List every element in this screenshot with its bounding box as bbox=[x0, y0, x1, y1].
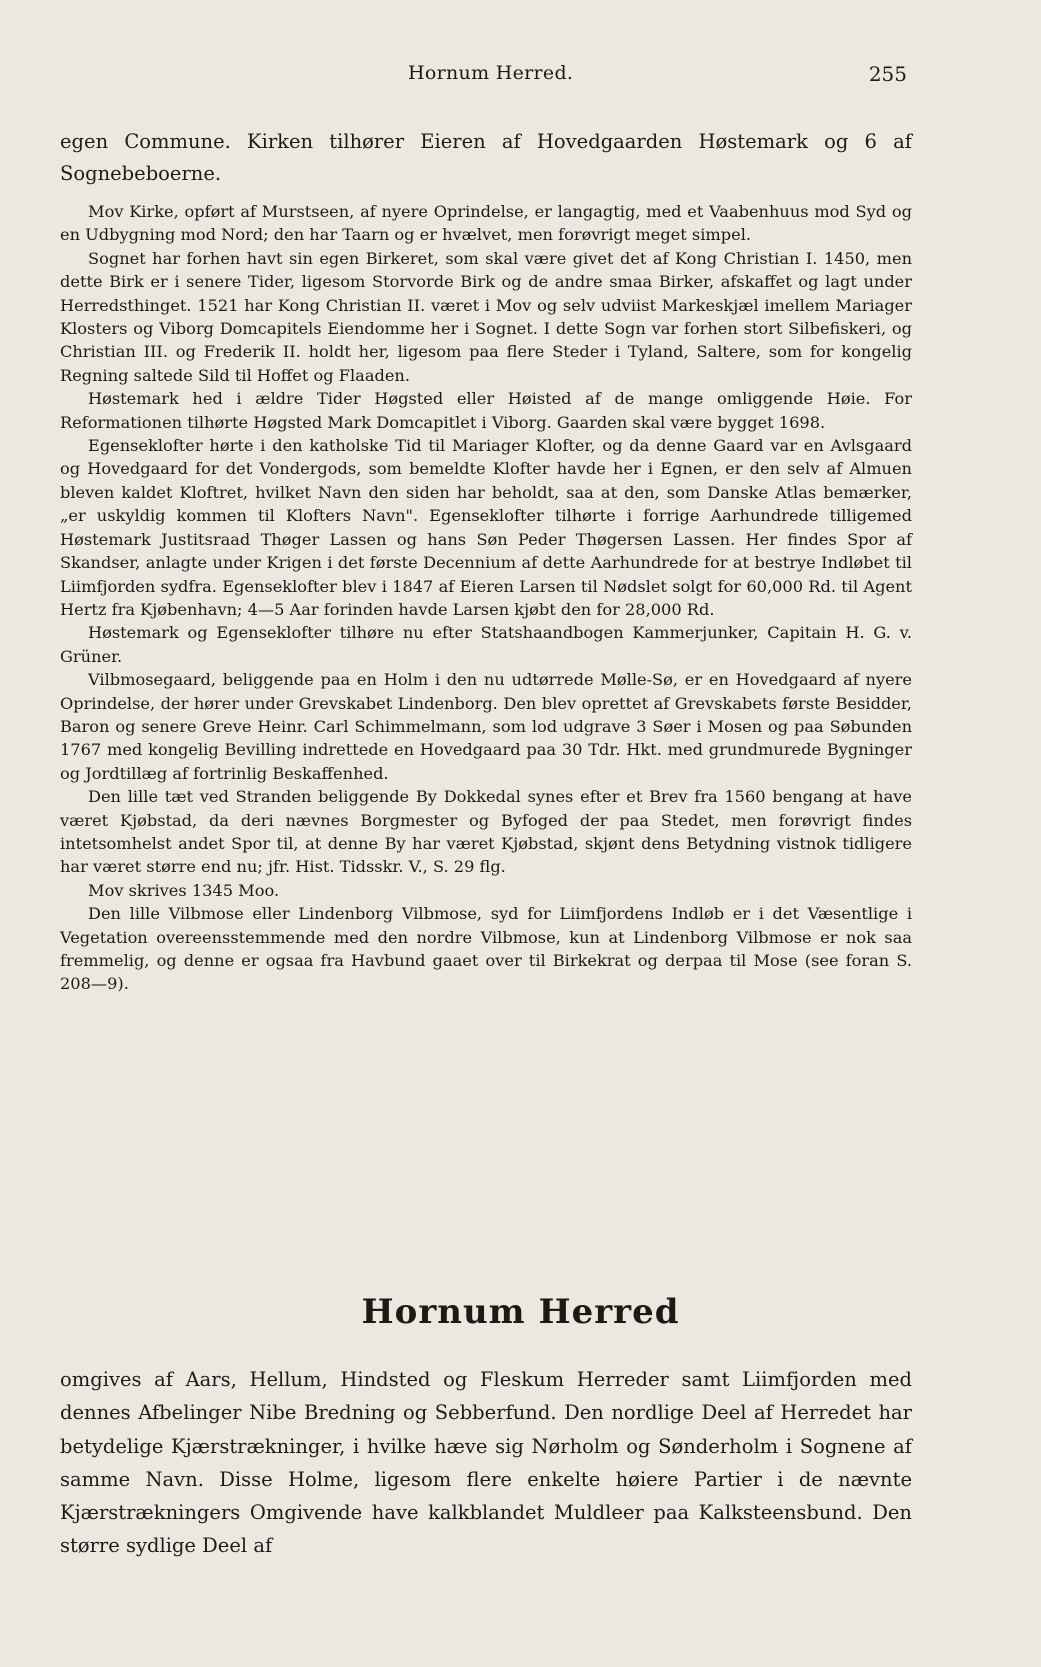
section-body-paragraph: omgives af Aars, Hellum, Hindsted og Fleskum Herreder samt Liimfjorden med dennes Afbelinger Nibe Bredning og Sebberfund. Den nordlige Deel af Herredet har betydelige Kjærstrækninger, i hvilke hæve sig Nørholm og Sønderholm i Sognene af samme Navn. Disse Holme, ligesom flere enkelte høiere Partier i de nævnte Kjærstrækningers Omgivende have kalkblandet Muldleer paa Kalksteensbund. Den større sydlige Deel af bbox=[60, 1368, 912, 1558]
paragraph-hoestemark: Høstemark hed i ældre Tider Høgsted eller Høisted af de mange omliggende Høie. For Reformationen tilhørte Høgsted Mark Domcapitlet i Viborg. Gaarden skal være bygget 1698. bbox=[60, 389, 912, 432]
page-number: 255 bbox=[868, 62, 907, 86]
intro-paragraph: egen Commune. Kirken tilhører Eieren af Hovedgaarden Høstemark og 6 af Sognebeboerne. bbox=[60, 130, 912, 185]
paragraph-dokkedal: Den lille tæt ved Stranden beliggende By Dokkedal synes efter et Brev fra 1560 bengang at have været Kjøbstad, da deri nævnes Borgmester og Byfoged der paa Stedet, men forøvrigt findes intetsomhelst andet Spor til, at denne By har været Kjøbstad, skjønt dens Betydning vistnok tidligere har været større end nu; jfr. Hist. Tidsskr. V., S. 29 flg. bbox=[60, 787, 912, 877]
running-head: Hornum Herred. bbox=[408, 62, 574, 84]
paragraph-owners: Høstemark og Egenseklofter tilhøre nu efter Statshaandbogen Kammerjunker, Capitain H. G. v. Grüner. bbox=[60, 623, 912, 666]
paragraph-mov-1345: Mov skrives 1345 Moo. bbox=[88, 880, 280, 900]
paragraph-egenseklofter: Egenseklofter hørte i den katholske Tid til Mariager Klofter, og da denne Gaard var en Avlsgaard og Hovedgaard for det Vondergods, som bemeldte Klofter havde her i Egnen, er den selv af Almuen bleven kaldet Kloftret, hvilket Navn den siden har beholdt, saa at den, som Danske Atlas bemærker, „er uskyldig kommen til Klofters Navn". Egenseklofter tilhørte i forrige Aarhundrede tilligemed Høstemark Justitsraad Thøger Lassen og hans Søn Peder Thøgersen Lassen. Her findes Spor af Skandser, anlagte under Krigen i det første Decennium af dette Aarhundrede for at bestrye Indløbet til Liimfjorden sydfra. Egenseklofter blev i 1847 af Eieren Larsen til Nødslet solgt for 60,000 Rd. til Agent Hertz fra Kjøbenhavn; 4—5 Aar forinden havde Larsen kjøbt den for 28,000 Rd. bbox=[60, 436, 912, 619]
paragraph-lille-vilbmose: Den lille Vilbmose eller Lindenborg Vilbmose, syd for Liimfjordens Indløb er i det Væsentlige i Vegetation overeensstemmende med den nordre Vilbmose, kun at Lindenborg Vilbmose er nok saa fremmelig, og denne er ogsaa fra Havbund gaaet over til Birkekrat og derpaa til Mose (see foran S. 208—9). bbox=[60, 904, 912, 994]
section-heading: Hornum Herred bbox=[361, 1292, 680, 1332]
paragraph-vilbmosegaard: Vilbmosegaard, beliggende paa en Holm i den nu udtørrede Mølle-Sø, er en Hovedgaard af nyere Oprindelse, der hører under Grevskabet Lindenborg. Den blev oprettet af Grevskabets første Besidder, Baron og senere Greve Heinr. Carl Schimmelmann, som lod udgrave 3 Søer i Mosen og paa Søbunden 1767 med kongelig Bevilling indrettede en Hovedgaard paa 30 Tdr. Hkt. med grundmurede Bygninger og Jordtillæg af fortrinlig Beskaffenhed. bbox=[60, 670, 912, 783]
paragraph-birkeret: Sognet har forhen havt sin egen Birkeret, som skal være givet det af Kong Christian I. 1450, men dette Birk er i senere Tider, ligesom Storvorde Birk og de andre smaa Birker, afskaffet og lagt under Herredsthinget. 1521 har Kong Christian II. været i Mov og selv udviist Markeskjæl imellem Mariager Klosters og Viborg Domcapitels Eiendomme her i Sognet. I dette Sogn var forhen stort Silbefiskeri, og Christian III. og Frederik II. holdt her, ligesom paa flere Steder i Tyland, Saltere, som for kongelig Regning saltede Sild til Hoffet og Flaaden. bbox=[60, 248, 912, 385]
paragraph-mov-kirke: Mov Kirke, opført af Murstseen, af nyere Oprindelse, er langagtig, med et Vaabenhuus mod Syd og en Udbygning mod Nord; den har Taarn og er hvælvet, men forøvrigt meget simpel. bbox=[60, 202, 912, 245]
page-body bbox=[60, 126, 912, 996]
